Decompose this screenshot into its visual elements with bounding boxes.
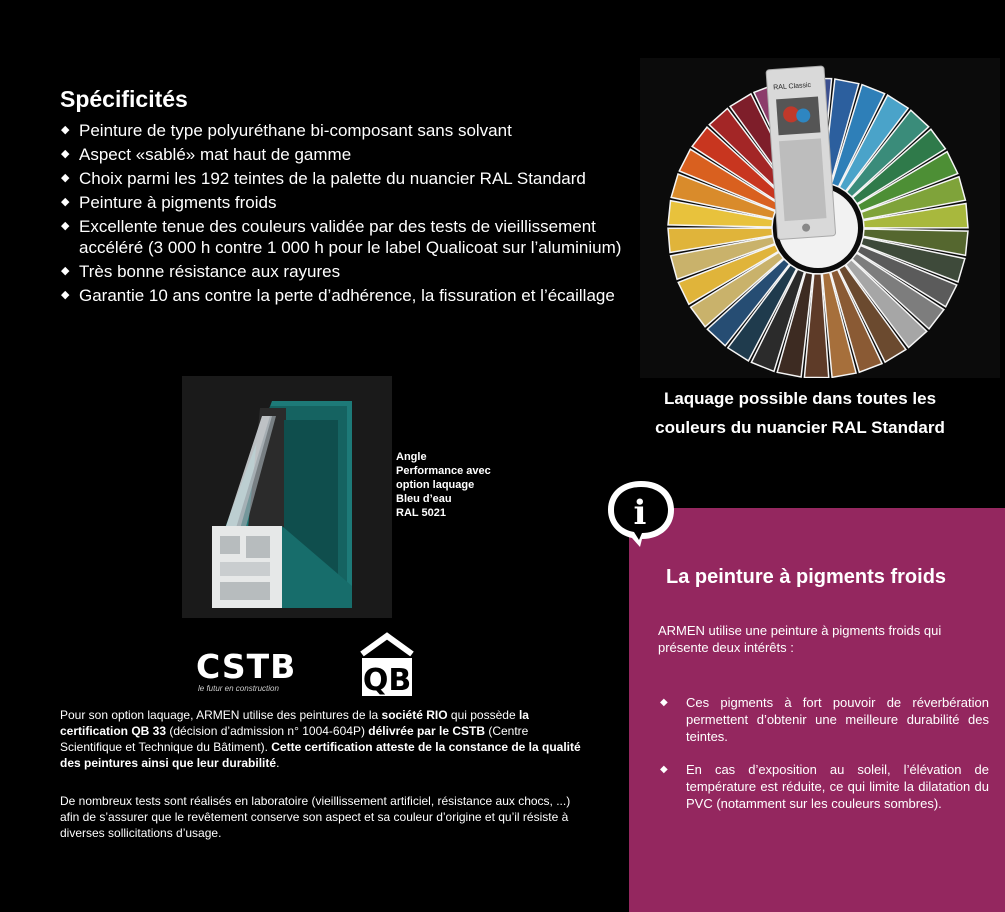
text-run: (Centre Scientifique et Technique du Bâtiment). bbox=[60, 724, 529, 754]
bullet-icon: ◆ bbox=[61, 265, 70, 277]
list-item: ◆ Choix parmi les 192 teintes de la palette du nuancier RAL Standard bbox=[61, 169, 586, 188]
bullet-icon: ◆ bbox=[61, 289, 70, 301]
list-item: ◆ En cas d’exposition au soleil, l’élévation de température est réduite, ce qui limite la dilatation du PVC (notamment sur les couleurs sombres). bbox=[660, 762, 989, 811]
info-intro: ARMEN utilise une peinture à pigments froids qui présente deux intérêts : bbox=[658, 623, 942, 655]
info-icon bbox=[604, 477, 678, 549]
list-item: ◆ Aspect «sablé» mat haut de gamme bbox=[61, 145, 352, 164]
tests-paragraph: De nombreux tests sont réalisés en laboratoire (vieillissement artificiel, résistance aux chocs, ...) afin de s’assurer que le revêtement conserve son aspect et sa couleur d’origine et qu’il résiste à diverses sollicitations d’usage. bbox=[60, 794, 571, 840]
ral-card-label: RAL Classic bbox=[773, 81, 812, 92]
cstb-logo: CSTB le futur en construction bbox=[196, 647, 297, 693]
svg-text:QB: QB bbox=[362, 663, 412, 698]
info-list bbox=[658, 694, 989, 828]
bullet-icon: ◆ bbox=[660, 764, 668, 775]
specs-list bbox=[60, 120, 640, 309]
text-run: Cette certification atteste de la constance de la qualité des peintures ainsi que leur durabilité bbox=[60, 740, 581, 770]
bullet-icon: ◆ bbox=[61, 124, 70, 136]
window-profile-image bbox=[182, 376, 392, 618]
list-item: ◆ Ces pigments à fort pouvoir de réverbération permettent d’obtenir une meilleure durabilité des teintes. bbox=[660, 695, 989, 744]
text-run: qui possède bbox=[447, 708, 519, 722]
info-title: La peinture à pigments froids bbox=[666, 566, 947, 588]
bullet-icon: ◆ bbox=[61, 148, 70, 160]
list-item: ◆ Très bonne résistance aux rayures bbox=[61, 262, 341, 281]
bullet-icon: ◆ bbox=[61, 172, 70, 184]
text-run: délivrée par le CSTB bbox=[368, 724, 485, 738]
text-run: Pour son option laquage, ARMEN utilise des peintures de la bbox=[60, 708, 382, 722]
fan-caption: Laquage possible dans toutes les couleurs du nuancier RAL Standard bbox=[655, 389, 945, 437]
svg-text:i: i bbox=[633, 493, 647, 533]
list-item: ◆ Garantie 10 ans contre la perte d’adhérence, la fissuration et l’écaillage bbox=[61, 286, 615, 305]
list-item: ◆ Peinture de type polyuréthane bi-composant sans solvant bbox=[61, 121, 512, 140]
text-run: la certification QB 33 bbox=[60, 708, 529, 738]
bullet-icon: ◆ bbox=[61, 196, 70, 208]
text-run: société RIO bbox=[381, 708, 448, 722]
list-item: ◆ Excellente tenue des couleurs validée par des tests de vieillissement accéléré (3 000 h contre 1 000 h pour le label Qualicoat sur l’aluminium) bbox=[61, 217, 622, 257]
list-item: ◆ Peinture à pigments froids bbox=[61, 193, 277, 212]
specs-title: Spécificités bbox=[60, 86, 188, 112]
text-run: (décision d’admission n° 1004-604P) bbox=[166, 724, 369, 738]
qb-logo bbox=[358, 632, 416, 698]
certification-paragraph bbox=[60, 707, 582, 771]
text-run: . bbox=[276, 756, 280, 770]
window-caption: Angle Performance avec option laquage Bleu d’eau RAL 5021 bbox=[396, 451, 491, 519]
ral-color-fan-image bbox=[640, 58, 1000, 378]
bullet-icon: ◆ bbox=[61, 220, 70, 232]
bullet-icon: ◆ bbox=[660, 697, 668, 708]
